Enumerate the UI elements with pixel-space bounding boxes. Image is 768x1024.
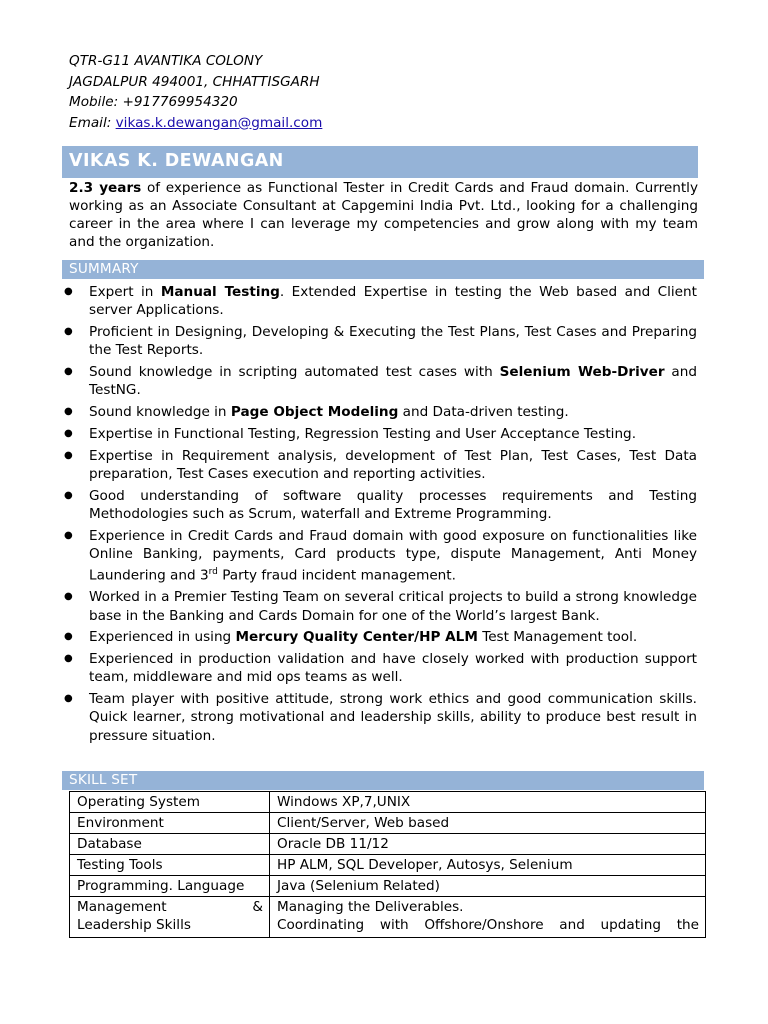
bullet-icon: ● [64, 693, 73, 705]
mobile-line [69, 92, 322, 113]
table-row [70, 813, 706, 834]
table-row [70, 876, 706, 897]
intro-paragraph [69, 179, 698, 251]
bullet-icon: ● [64, 427, 73, 439]
mobile-number: +917769954320 [122, 94, 238, 110]
address-line-2: JAGDALPUR 494001, CHHATTISGARH [69, 73, 320, 90]
skill-value: HP ALM, SQL Developer, Autosys, Selenium [270, 855, 706, 876]
skill-value: Windows XP,7,UNIX [270, 792, 706, 813]
email-link[interactable]: vikas.k.dewangan@gmail.com [115, 114, 323, 131]
intro-text: of experience as Functional Tester in Credit Cards and Fraud domain. Currently working as an Associate Consultant at Capgemini India Pvt. Ltd., looking for a challenging career in the area where I can leverage my competencies and grow along with my team and the organization. [69, 180, 698, 250]
table-row [70, 855, 706, 876]
table-row [70, 834, 706, 855]
list-item: ● Sound knowledge in scripting automated test cases with Selenium Web-Driver and TestNG. [64, 364, 697, 399]
skill-label: Operating System [70, 792, 270, 813]
skill-value: Java (Selenium Related) [270, 876, 706, 897]
bullet-icon: ● [64, 449, 73, 461]
list-item: ● Experienced in production validation and have closely worked with production support team, middleware and mid ops teams as well. [64, 651, 697, 686]
email-label: Email: [69, 114, 112, 131]
name-heading: VIKAS K. DEWANGAN [62, 146, 698, 178]
bullet-icon: ● [64, 286, 73, 297]
table-row [70, 792, 706, 813]
list-item: ● Experienced in using Mercury Quality Center/HP ALM Test Management tool. [64, 629, 638, 646]
skill-value: Client/Server, Web based [270, 813, 706, 834]
contact-block [69, 51, 322, 133]
skill-value: Oracle DB 11/12 [270, 834, 706, 855]
list-item: ● Sound knowledge in Page Object Modeling and Data-driven testing. [64, 404, 569, 420]
skill-label: Database [70, 834, 270, 855]
skill-label-management: Management & Leadership Skills [70, 897, 270, 938]
bullet-icon: ● [64, 631, 73, 643]
skill-value-management: Managing the Deliverables. Coordinating with Offshore/Onshore and updating the [270, 897, 706, 938]
skill-label: Programming. Language [70, 876, 270, 897]
summary-heading: SUMMARY [62, 260, 704, 279]
list-item: ● Team player with positive attitude, strong work ethics and good communication skills. Quick learner, strong motivational and leadership skills, ability to produce best result in pressure situation. [64, 691, 697, 744]
experience-years: 2.3 years [69, 180, 142, 196]
bullet-icon: ● [64, 326, 73, 337]
list-item: ● Proficient in Designing, Developing & Executing the Test Plans, Test Cases and Preparing the Test Reports. [64, 324, 697, 359]
table-row [70, 897, 706, 938]
bullet-icon: ● [64, 489, 73, 501]
bullet-icon: ● [64, 406, 73, 417]
summary-list [62, 283, 697, 748]
bullet-icon: ● [64, 591, 73, 603]
bullet-icon: ● [64, 529, 73, 541]
email-line [69, 113, 322, 134]
list-item: ● Expertise in Requirement analysis, development of Test Plan, Test Cases, Test Data preparation, Test Cases execution and reporting activities. [64, 447, 697, 482]
list-item: ● Worked in a Premier Testing Team on several critical projects to build a strong knowledge base in the Banking and Cards Domain for one of the World’s largest Bank. [64, 589, 697, 624]
skill-set-heading: SKILL SET [62, 771, 704, 790]
skill-set-table [69, 791, 706, 938]
skill-label: Testing Tools [70, 855, 270, 876]
mobile-label: Mobile: [69, 94, 119, 110]
list-item: ● Good understanding of software quality processes requirements and Testing Methodologies such as Scrum, waterfall and Extreme Programming. [64, 487, 697, 522]
list-item: ● Expert in Manual Testing. Extended Expertise in testing the Web based and Client server Applications. [64, 284, 697, 319]
bullet-icon: ● [64, 366, 73, 377]
list-item: ● Experience in Credit Cards and Fraud domain with good exposure on functionalities like Online Banking, payments, Card products type, dispute Management, Anti Money Laundering and 3rd Party fraud incident management. [64, 527, 697, 584]
bullet-icon: ● [64, 653, 73, 665]
address-line-1: QTR-G11 AVANTIKA COLONY [69, 53, 263, 69]
skill-label: Environment [70, 813, 270, 834]
list-item: ● Expertise in Functional Testing, Regression Testing and User Acceptance Testing. [64, 425, 637, 442]
